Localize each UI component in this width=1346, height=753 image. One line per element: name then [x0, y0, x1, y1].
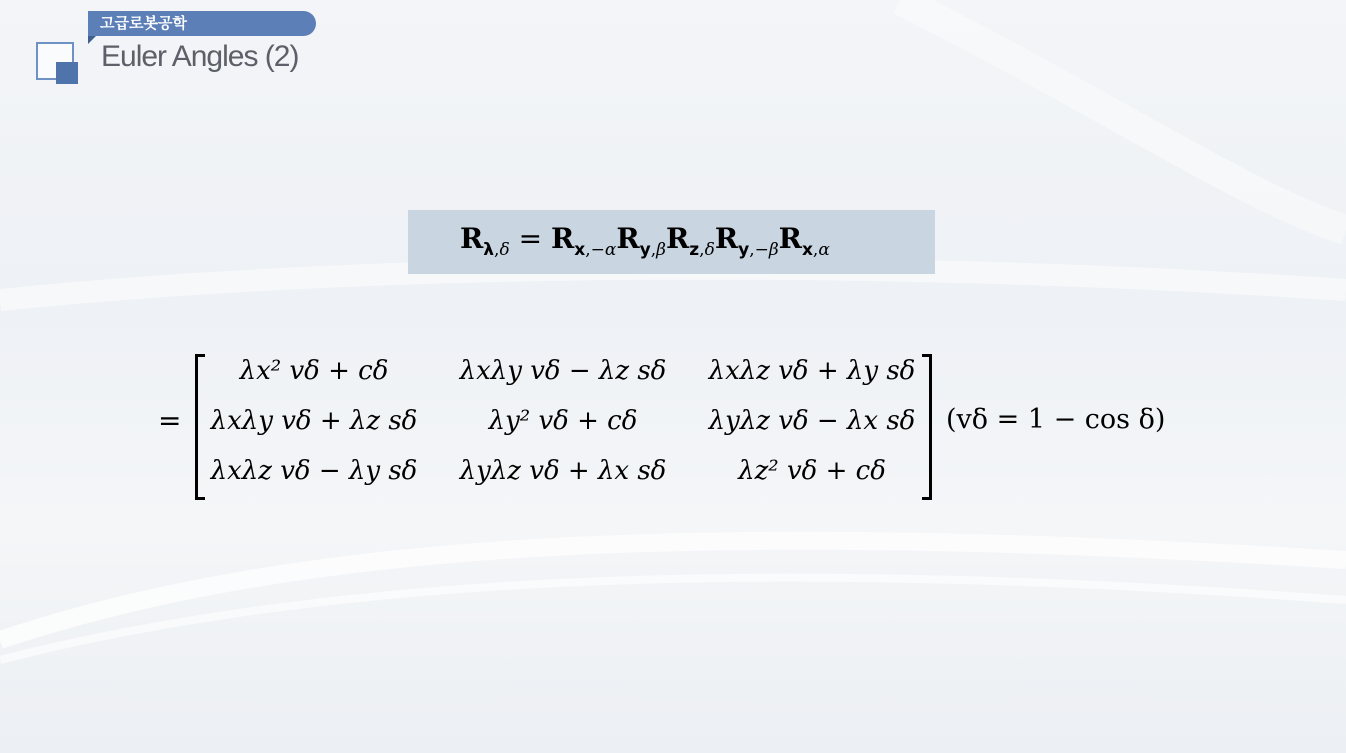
matrix-cell-3-2: λyλz vδ + λx sδ [459, 456, 667, 486]
rotation-composition-equation: $R_{\lambda,\delta} = R_{x,-\alpha}R_{y,\beta}R_{z,\delta}R_{y,-\beta}R_{x,\alpha}$ [460, 222, 830, 260]
matrix-cell-1-3: λxλz vδ + λy sδ [708, 356, 916, 386]
matrix-cell-2-3: λyλz vδ − λx sδ [708, 406, 916, 436]
matrix-equals-sign: = [158, 404, 182, 437]
slide-title: Euler Angles (2) [101, 40, 299, 73]
course-tag: 고급로봇공학 [88, 11, 316, 36]
course-tag-notch [88, 36, 96, 44]
matrix-cell-3-1: λxλz vδ − λy sδ [210, 456, 418, 486]
matrix-cell-3-3: λz² vδ + cδ [738, 456, 886, 486]
matrix-cell-1-1: λx² vδ + cδ [239, 356, 389, 386]
versine-note: (vδ = 1 − cos δ) [946, 404, 1166, 435]
matrix-cell-1-2: λxλy vδ − λz sδ [459, 356, 667, 386]
slide-logo-icon [34, 40, 80, 86]
matrix-cell-2-1: λxλy vδ + λz sδ [210, 406, 418, 436]
matrix-cell-2-2: λy² vδ + cδ [488, 406, 638, 436]
